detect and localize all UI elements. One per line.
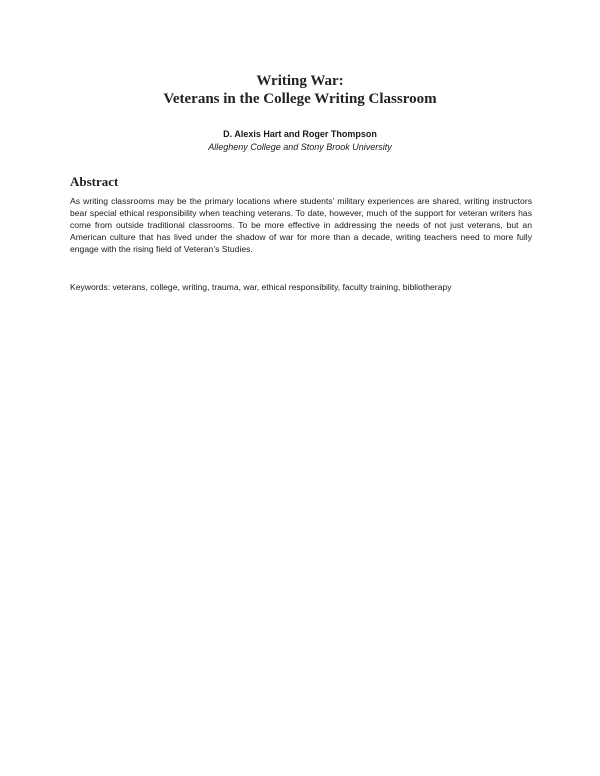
abstract-text: As writing classrooms may be the primary locations where students’ military experiences are shared, writing instructors bear special ethical responsibility when teaching veterans. To date, however, much of the support for veteran writers has come from outside traditional classrooms. To be more effective in addressing the needs of not just veterans, but an American culture that has lived under the shadow of war for more than a decade, writing teachers need to more fully engage with the rising field of Veteran’s Studies. bbox=[70, 196, 532, 254]
title-line-2: Veterans in the College Writing Classroom bbox=[163, 91, 437, 107]
keywords: Keywords: veterans, college, writing, trauma, war, ethical responsibility, faculty training, bibliotherapy bbox=[70, 282, 452, 292]
author-names: D. Alexis Hart and Roger Thompson bbox=[223, 129, 377, 139]
title-line-1: Writing War: bbox=[256, 73, 344, 89]
paper-title bbox=[0, 72, 600, 108]
author-affiliation: Allegheny College and Stony Brook University bbox=[208, 142, 392, 152]
abstract-heading: Abstract bbox=[70, 174, 119, 189]
author-block bbox=[0, 128, 600, 154]
